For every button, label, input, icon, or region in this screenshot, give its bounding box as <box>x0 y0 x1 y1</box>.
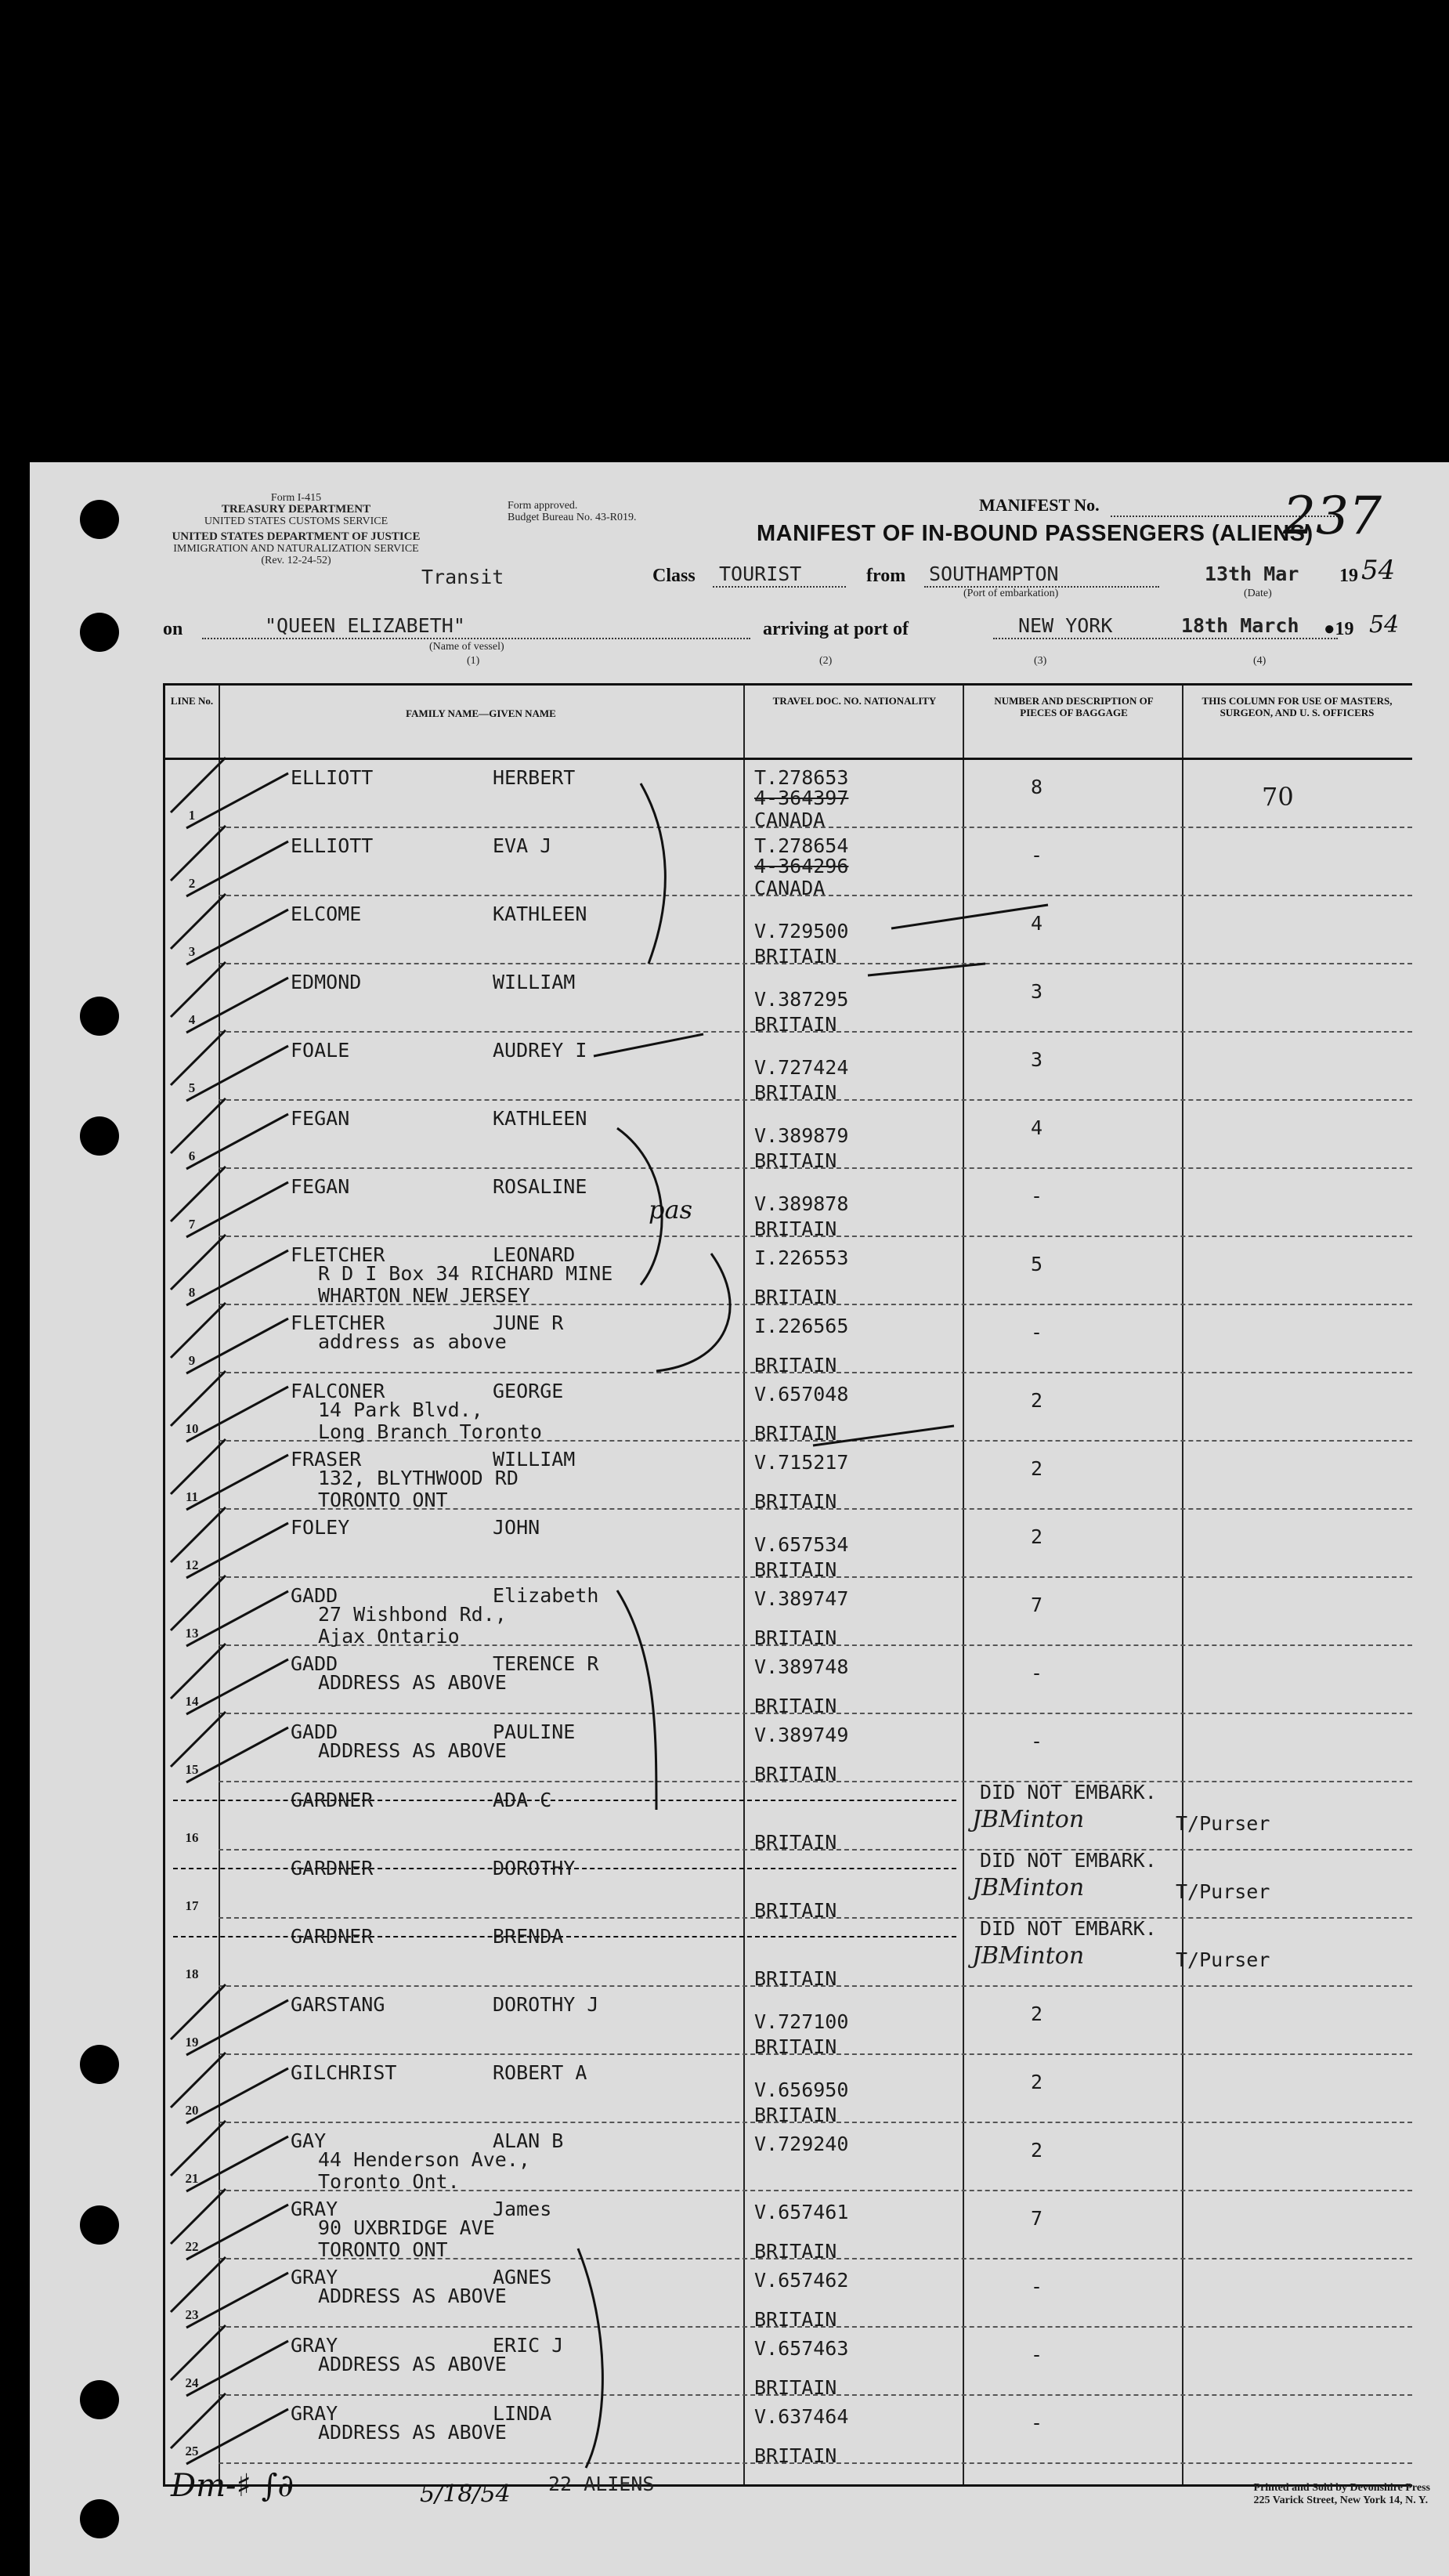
table-row <box>165 1578 1412 1649</box>
class-underline <box>713 586 846 588</box>
line-number: 10 <box>185 1421 199 1436</box>
family-name: GAY <box>291 2129 327 2152</box>
table-row <box>165 1646 1412 1717</box>
family-name: FALCONER <box>291 1380 385 1402</box>
passenger-table <box>163 683 1412 2487</box>
family-name: GRAY <box>291 2334 338 2357</box>
line-number: 21 <box>185 2171 199 2186</box>
table-row <box>165 1033 1412 1104</box>
table-row <box>165 1442 1412 1513</box>
form-header-left <box>155 492 437 527</box>
printer-imprint <box>1254 2482 1430 2507</box>
approved-label: Form approved. <box>508 500 578 512</box>
nationality: BRITAIN <box>754 2240 837 2263</box>
table-row <box>165 1917 1412 1990</box>
date-value: 13th Mar <box>1205 563 1299 585</box>
purser-signature: JBMinton <box>972 1806 1085 1833</box>
family-name: GRAY <box>291 2266 338 2288</box>
justice-label: UNITED STATES DEPARTMENT OF JUSTICE <box>172 530 421 543</box>
address-line: Long Branch Toronto <box>318 1420 542 1443</box>
did-not-embark-note: DID NOT EMBARK. <box>980 1781 1157 1804</box>
travel-doc-number: T.278653 <box>754 766 849 789</box>
col-head-line-no: LINE No. <box>170 695 214 707</box>
aliens-count: 22 ALIENS <box>548 2473 655 2495</box>
travel-doc-number: V.637464 <box>754 2405 849 2428</box>
table-row <box>165 1781 1412 1854</box>
baggage-count: 4 <box>1031 912 1043 935</box>
family-name: ELLIOTT <box>291 834 374 857</box>
travel-doc-number: V.389748 <box>754 1655 849 1678</box>
baggage-count: 3 <box>1031 1048 1043 1071</box>
line-number: 19 <box>185 2035 199 2050</box>
table-row <box>165 2055 1412 2126</box>
given-name: GEORGE <box>493 1380 564 1402</box>
cancel-strike <box>173 1868 956 1869</box>
family-name: FEGAN <box>291 1107 350 1130</box>
family-name: FOALE <box>291 1039 350 1062</box>
family-name: EDMOND <box>291 971 362 993</box>
nationality: CANADA <box>754 809 826 831</box>
approval-block <box>508 500 636 523</box>
travel-doc-number: V.389879 <box>754 1124 849 1147</box>
travel-doc-number: V.729240 <box>754 2133 849 2155</box>
inspector-signature: Dm-♯ ∫∂ <box>171 2468 294 2504</box>
family-name: FRASER <box>291 1448 362 1471</box>
arrival-date: 18th March <box>1181 614 1299 637</box>
punch-hole <box>80 997 119 1036</box>
given-name: HERBERT <box>493 766 576 789</box>
given-name: DOROTHY J <box>493 1993 599 2016</box>
family-name: FOLEY <box>291 1516 350 1539</box>
ins-label: IMMIGRATION AND NATURALIZATION SERVICE <box>173 543 419 555</box>
given-name: DOROTHY <box>493 1857 576 1880</box>
vessel-underline <box>202 638 750 639</box>
line-number: 5 <box>188 1080 196 1095</box>
line-number: 2 <box>188 876 196 891</box>
printer-address: 225 Varick Street, New York 14, N. Y. <box>1253 2495 1429 2506</box>
line-number: 16 <box>185 1830 199 1845</box>
line-number: 13 <box>185 1626 199 1641</box>
baggage-count: 8 <box>1031 776 1043 798</box>
baggage-count: 2 <box>1031 2003 1043 2025</box>
given-name: KATHLEEN <box>493 1107 587 1130</box>
purser-signature: JBMinton <box>972 1874 1085 1901</box>
given-name: BRENDA <box>493 1925 564 1948</box>
arrival-port: NEW YORK <box>1018 614 1113 637</box>
family-name: GRAY <box>291 2198 338 2220</box>
address-line: 14 Park Blvd., <box>318 1398 483 1421</box>
baggage-count: 2 <box>1031 1525 1043 1548</box>
table-row <box>165 1305 1412 1377</box>
nationality: BRITAIN <box>754 1354 837 1377</box>
address-line: R D I Box 34 RICHARD MINE <box>318 1262 613 1285</box>
table-row <box>165 1714 1412 1785</box>
baggage-count: - <box>1031 2411 1043 2434</box>
given-name: WILLIAM <box>493 971 576 993</box>
arrival-year-prefix: ●19 <box>1324 619 1354 639</box>
transit-label: Transit <box>421 566 504 588</box>
line-number: 1 <box>188 808 196 823</box>
line-number: 24 <box>185 2375 199 2390</box>
table-row <box>165 828 1412 899</box>
purser-title: T/Purser <box>1176 1948 1270 1971</box>
from-value: SOUTHAMPTON <box>929 563 1059 585</box>
address-line: ADDRESS AS ABOVE <box>318 2285 507 2307</box>
nationality: BRITAIN <box>754 2035 837 2058</box>
officer-note: 70 <box>1262 782 1294 812</box>
did-not-embark-note: DID NOT EMBARK. <box>980 1849 1157 1872</box>
table-row <box>165 964 1412 1036</box>
purser-title: T/Purser <box>1176 1812 1270 1835</box>
family-name: ELLIOTT <box>291 766 374 789</box>
col1-number-top: (1) <box>467 655 480 667</box>
line-number: 22 <box>185 2239 199 2254</box>
address-line: TORONTO ONT <box>318 2238 448 2261</box>
table-row <box>165 1169 1412 1240</box>
family-name: GARDNER <box>291 1857 374 1880</box>
line-number: 6 <box>188 1149 196 1163</box>
cancel-strike <box>173 1800 956 1801</box>
travel-doc-number: V.729500 <box>754 920 849 942</box>
nationality: BRITAIN <box>754 1422 837 1445</box>
budget-label: Budget Bureau No. 43-R019. <box>508 512 637 523</box>
manifest-page <box>30 462 1449 2576</box>
nationality: BRITAIN <box>754 2376 837 2399</box>
address-line: 90 UXBRIDGE AVE <box>318 2216 495 2239</box>
col4-number-top: (4) <box>1253 655 1267 667</box>
punch-hole <box>80 2045 119 2084</box>
on-label: on <box>163 619 183 639</box>
table-row <box>165 2396 1412 2467</box>
arrival-year: 54 <box>1369 611 1400 639</box>
nationality: BRITAIN <box>754 1899 837 1922</box>
col-head-baggage: NUMBER AND DESCRIPTION OF PIECES OF BAGGAGE <box>994 695 1154 718</box>
nationality: BRITAIN <box>754 1626 837 1649</box>
table-row <box>165 1987 1412 2058</box>
baggage-count: - <box>1031 1185 1043 1207</box>
family-name: FLETCHER <box>291 1312 385 1334</box>
old-doc-number: 4-364397 <box>754 787 849 809</box>
travel-doc-number: V.657461 <box>754 2201 849 2223</box>
punch-hole <box>80 2380 119 2419</box>
address-line: WHARTON NEW JERSEY <box>318 1284 530 1307</box>
address-line: TORONTO ONT <box>318 1489 448 1511</box>
manifest-number: 237 <box>1283 486 1382 546</box>
travel-doc-number: V.657534 <box>754 1533 849 1556</box>
from-label: from <box>866 566 906 586</box>
travel-doc-number: V.656950 <box>754 2079 849 2101</box>
table-row <box>165 1510 1412 1581</box>
nationality: BRITAIN <box>754 1558 837 1581</box>
given-name: PAULINE <box>493 1720 576 1743</box>
baggage-count: - <box>1031 844 1043 867</box>
nationality: BRITAIN <box>754 1967 837 1990</box>
customs-label: UNITED STATES CUSTOMS SERVICE <box>204 516 388 527</box>
address-line: ADDRESS AS ABOVE <box>318 2353 507 2375</box>
vessel-sublabel: (Name of vessel) <box>429 641 504 653</box>
given-name: KATHLEEN <box>493 903 587 925</box>
year-suffix: 54 <box>1361 555 1396 586</box>
punch-hole <box>80 2205 119 2245</box>
punch-hole <box>80 2499 119 2538</box>
nationality: BRITAIN <box>754 2444 837 2467</box>
address-line: ADDRESS AS ABOVE <box>318 1739 507 1762</box>
revision-label: (Rev. 12-24-52) <box>261 555 331 566</box>
nationality: BRITAIN <box>754 2308 837 2331</box>
col-head-doc: TRAVEL DOC. NO. NATIONALITY <box>772 695 937 707</box>
line-number: 20 <box>185 2103 199 2118</box>
given-name: ADA C <box>493 1789 552 1811</box>
baggage-count: - <box>1031 1662 1043 1684</box>
given-name: EVA J <box>493 834 552 857</box>
table-row <box>165 2328 1412 2399</box>
family-name: GARSTANG <box>291 1993 385 2016</box>
address-line: ADDRESS AS ABOVE <box>318 2421 507 2444</box>
table-row <box>165 1237 1412 1308</box>
form-number: Form I-415 <box>270 492 322 504</box>
line-number: 3 <box>188 944 196 959</box>
travel-doc-number: V.387295 <box>754 988 849 1011</box>
given-name: LEONARD <box>493 1243 576 1266</box>
baggage-count: 7 <box>1031 2207 1043 2230</box>
travel-doc-number: V.727100 <box>754 2010 849 2033</box>
travel-doc-number: V.657462 <box>754 2269 849 2292</box>
table-row <box>165 896 1412 968</box>
line-number: 14 <box>185 1694 199 1709</box>
punch-hole <box>80 613 119 652</box>
given-name: ROSALINE <box>493 1175 587 1198</box>
address-line: address as above <box>318 1330 507 1353</box>
year-prefix: 19 <box>1339 566 1358 586</box>
did-not-embark-note: DID NOT EMBARK. <box>980 1917 1157 1940</box>
line-number: 12 <box>185 1558 199 1572</box>
given-name: Elizabeth <box>493 1584 599 1607</box>
line-number: 18 <box>185 1966 199 1981</box>
family-name: GADD <box>291 1652 338 1675</box>
baggage-count: 2 <box>1031 2071 1043 2093</box>
address-line: Toronto Ont. <box>318 2170 460 2193</box>
nationality: BRITAIN <box>754 1081 837 1104</box>
line-number: 11 <box>185 1489 199 1504</box>
table-row <box>165 2259 1412 2331</box>
address-line: 132, BLYTHWOOD RD <box>318 1467 519 1489</box>
travel-doc-number: T.278654 <box>754 834 849 857</box>
col-head-name: FAMILY NAME—GIVEN NAME <box>406 707 556 719</box>
line-number: 15 <box>185 1762 199 1777</box>
family-name: GARDNER <box>291 1789 374 1811</box>
given-name: ERIC J <box>493 2334 564 2357</box>
table-row <box>165 1101 1412 1172</box>
col2-number-top: (2) <box>819 655 833 667</box>
manifest-title: MANIFEST OF IN-BOUND PASSENGERS (ALIENS) <box>757 521 1313 546</box>
justice-header <box>155 531 437 566</box>
family-name: GRAY <box>291 2402 338 2425</box>
nationality: BRITAIN <box>754 1013 837 1036</box>
given-name: ALAN B <box>493 2129 564 2152</box>
baggage-count: - <box>1031 1730 1043 1753</box>
baggage-count: 4 <box>1031 1116 1043 1139</box>
travel-doc-number: V.657048 <box>754 1383 849 1406</box>
family-name: GARDNER <box>291 1925 374 1948</box>
punch-hole <box>80 500 119 539</box>
baggage-count: - <box>1031 2275 1043 2298</box>
family-name: FLETCHER <box>291 1243 385 1266</box>
baggage-count: - <box>1031 2343 1043 2366</box>
address-line: ADDRESS AS ABOVE <box>318 1671 507 1694</box>
purser-title: T/Purser <box>1176 1880 1270 1903</box>
travel-doc-number: V.715217 <box>754 1451 849 1474</box>
col3-number-top: (3) <box>1034 655 1047 667</box>
col-head-officers: THIS COLUMN FOR USE OF MASTERS, SURGEON, AND U. S. OFFICERS <box>1201 695 1393 718</box>
line-number: 25 <box>185 2444 199 2458</box>
table-row <box>165 1849 1412 1922</box>
given-name: TERENCE R <box>493 1652 599 1675</box>
baggage-count: 3 <box>1031 980 1043 1003</box>
table-row <box>165 2123 1412 2191</box>
line-number: 17 <box>185 1898 199 1913</box>
family-name: FEGAN <box>291 1175 350 1198</box>
baggage-count: - <box>1031 1321 1043 1344</box>
line-number: 8 <box>188 1285 196 1300</box>
arrival-underline <box>993 638 1338 639</box>
given-name: JUNE R <box>493 1312 564 1334</box>
line-number: 9 <box>188 1353 196 1368</box>
pass-mark: pas <box>649 1195 692 1225</box>
address-line: 44 Henderson Ave., <box>318 2148 530 2171</box>
baggage-count: 5 <box>1031 1253 1043 1275</box>
old-doc-number: 4-364296 <box>754 855 849 877</box>
nationality: BRITAIN <box>754 2104 837 2126</box>
manifest-no-label: MANIFEST No. <box>979 495 1100 515</box>
line-number: 4 <box>188 1012 196 1027</box>
nationality: CANADA <box>754 877 826 899</box>
printer-name: Printed and Sold by Devonshire Press <box>1253 2482 1430 2494</box>
travel-doc-number: V.727424 <box>754 1056 849 1079</box>
purser-signature: JBMinton <box>972 1942 1085 1970</box>
nationality: BRITAIN <box>754 1217 837 1240</box>
table-row <box>165 760 1412 831</box>
table-row <box>165 1373 1412 1445</box>
nationality: BRITAIN <box>754 1831 837 1854</box>
nationality: BRITAIN <box>754 1286 837 1308</box>
travel-doc-number: V.389878 <box>754 1192 849 1215</box>
given-name: James <box>493 2198 552 2220</box>
nationality: BRITAIN <box>754 1149 837 1172</box>
given-name: LINDA <box>493 2402 552 2425</box>
class-value: TOURIST <box>719 563 802 585</box>
travel-doc-number: I.226553 <box>754 1246 849 1269</box>
travel-doc-number: V.657463 <box>754 2337 849 2360</box>
punch-hole <box>80 1116 119 1156</box>
nationality: BRITAIN <box>754 945 837 968</box>
given-name: AUDREY I <box>493 1039 587 1062</box>
family-name: GADD <box>291 1720 338 1743</box>
line-number: 23 <box>185 2307 199 2322</box>
given-name: JOHN <box>493 1516 540 1539</box>
nationality: BRITAIN <box>754 1763 837 1785</box>
address-line: Ajax Ontario <box>318 1625 460 1648</box>
vessel-name: "QUEEN ELIZABETH" <box>265 614 465 637</box>
date-sublabel: (Date) <box>1244 588 1272 599</box>
family-name: GILCHRIST <box>291 2061 397 2084</box>
given-name: ROBERT A <box>493 2061 587 2084</box>
treasury-label: TREASURY DEPARTMENT <box>221 503 371 516</box>
baggage-count: 2 <box>1031 1389 1043 1412</box>
family-name: ELCOME <box>291 903 362 925</box>
cancel-strike <box>173 1936 956 1937</box>
baggage-count: 7 <box>1031 1594 1043 1616</box>
given-name: AGNES <box>493 2266 552 2288</box>
nationality: BRITAIN <box>754 1695 837 1717</box>
travel-doc-number: V.389747 <box>754 1587 849 1610</box>
baggage-count: 2 <box>1031 1457 1043 1480</box>
signature-date: 5/18/54 <box>420 2480 511 2508</box>
family-name: GADD <box>291 1584 338 1607</box>
travel-doc-number: I.226565 <box>754 1315 849 1337</box>
baggage-count: 2 <box>1031 2139 1043 2162</box>
line-number: 7 <box>188 1217 196 1232</box>
given-name: WILLIAM <box>493 1448 576 1471</box>
address-line: 27 Wishbond Rd., <box>318 1603 507 1626</box>
port-sublabel: (Port of embarkation) <box>963 588 1059 599</box>
table-row <box>165 2191 1412 2263</box>
arriving-label: arriving at port of <box>763 619 909 639</box>
nationality: BRITAIN <box>754 1490 837 1513</box>
travel-doc-number: V.389749 <box>754 1724 849 1746</box>
class-label: Class <box>652 566 696 586</box>
